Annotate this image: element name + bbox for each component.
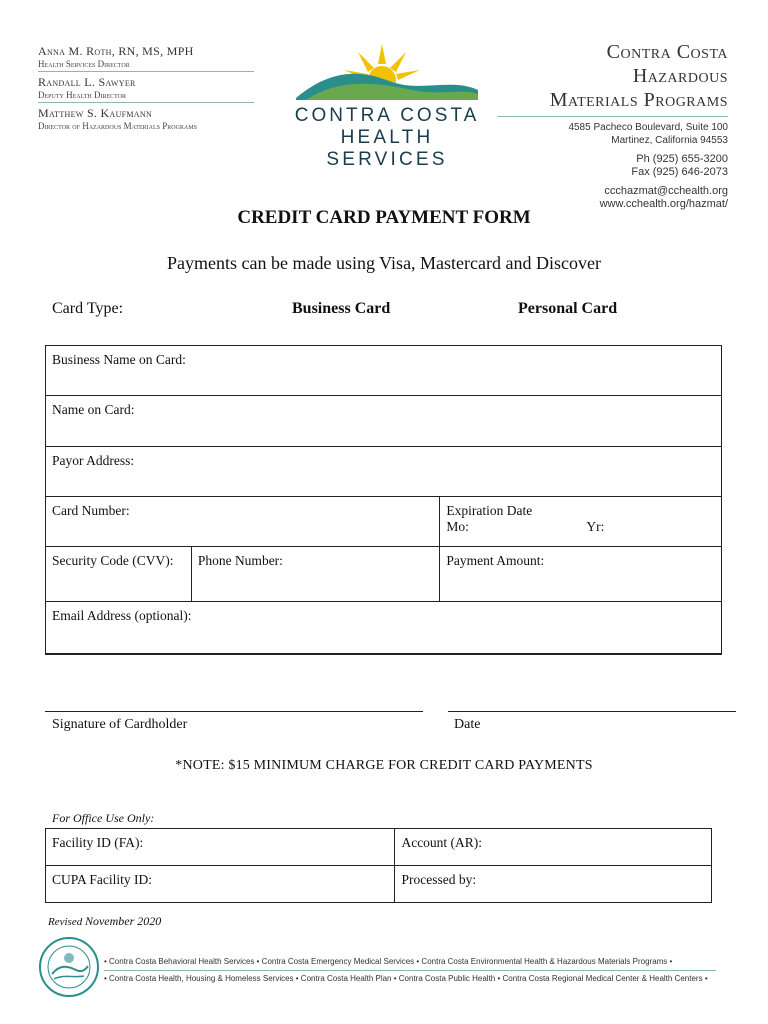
staff-title-2: Deputy Health Director: [38, 90, 127, 100]
footer-line-2: • Contra Costa Health, Housing & Homeless Services • Contra Costa Health Plan • Contra Costa Public Health • Contra Costa Regional Medical Center & Health Centers •: [104, 974, 708, 983]
cupa-facility-id-field[interactable]: [46, 866, 395, 903]
personal-card-option[interactable]: Personal Card: [518, 300, 618, 317]
address-line-1: 4585 Pacheco Boulevard, Suite 100: [568, 122, 728, 133]
staff-title-3: Director of Hazardous Materials Programs: [38, 121, 197, 131]
staff-name-1: Anna M. Roth, RN, MS, MPH: [38, 44, 194, 58]
payment-amount-field[interactable]: [440, 547, 722, 602]
form-subtitle: Payments can be made using Visa, Mastercard and Discover: [167, 253, 601, 273]
card-number-label: Card Number:: [52, 503, 130, 518]
divider: [104, 970, 716, 971]
sun-hills-icon: [282, 38, 492, 100]
programs-block: [498, 40, 728, 211]
logo-line-2: HEALTH SERVICES: [326, 127, 448, 170]
date-label: Date: [454, 717, 481, 732]
cupa-facility-id-label: CUPA Facility ID:: [52, 872, 153, 887]
business-name-field[interactable]: [46, 346, 722, 396]
programs-line-2: Hazardous: [632, 65, 728, 87]
divider: [38, 71, 254, 72]
revised-prefix: Revised: [48, 916, 83, 928]
processed-by-field[interactable]: [395, 866, 712, 903]
expiration-field[interactable]: [440, 497, 722, 547]
staff-name-3: Matthew S. Kaufmann: [38, 106, 153, 120]
card-type-label: Card Type:: [52, 300, 124, 317]
month-label: Mo:: [446, 519, 469, 534]
staff-title-1: Health Services Director: [38, 59, 130, 69]
payment-form-table: [45, 345, 722, 655]
address-line-2: Martinez, California 94553: [611, 135, 728, 146]
office-use-table: [45, 828, 712, 903]
signature-label: Signature of Cardholder: [52, 717, 188, 732]
account-field[interactable]: [395, 829, 712, 866]
fax-number: Fax (925) 646-2073: [631, 166, 728, 178]
card-number-field[interactable]: [46, 497, 440, 547]
form-title: CREDIT CARD PAYMENT FORM: [237, 207, 531, 228]
cchs-logo: [282, 38, 492, 170]
account-label: Account (AR):: [401, 835, 483, 850]
facility-id-label: Facility ID (FA):: [52, 835, 144, 850]
expiration-label: Expiration Date: [446, 503, 533, 518]
county-seal-icon: [38, 936, 100, 998]
date-line[interactable]: [448, 711, 736, 712]
facility-id-field[interactable]: [46, 829, 395, 866]
revised-date: November 2020: [84, 914, 162, 928]
staff-block: [38, 44, 254, 131]
security-code-field[interactable]: [46, 547, 192, 602]
logo-line-1: CONTRA COSTA: [294, 105, 480, 126]
security-code-label: Security Code (CVV):: [52, 553, 174, 568]
website: www.cchealth.org/hazmat/: [599, 198, 728, 210]
email-address: ccchazmat@cchealth.org: [604, 185, 728, 197]
programs-line-3: Materials Programs: [549, 89, 728, 111]
signature-line[interactable]: [45, 711, 423, 712]
payment-amount-label: Payment Amount:: [446, 553, 545, 568]
programs-line-1: Contra Costa: [606, 41, 728, 63]
payor-address-field[interactable]: [46, 447, 722, 497]
business-card-option[interactable]: Business Card: [292, 300, 391, 317]
revised-note: [48, 914, 161, 929]
email-field[interactable]: [46, 602, 722, 654]
phone-number-label: Phone Number:: [197, 553, 283, 568]
name-on-card-label: Name on Card:: [52, 402, 135, 417]
year-label: Yr:: [586, 519, 605, 534]
phone-number-field[interactable]: [191, 547, 440, 602]
processed-by-label: Processed by:: [401, 872, 477, 887]
name-on-card-field[interactable]: [46, 396, 722, 447]
email-label: Email Address (optional):: [52, 608, 192, 623]
payor-address-label: Payor Address:: [52, 453, 135, 468]
staff-name-2: Randall L. Sawyer: [38, 75, 136, 89]
divider: [498, 116, 728, 117]
minimum-charge-note: *NOTE: $15 MINIMUM CHARGE FOR CREDIT CARD PAYMENTS: [175, 758, 593, 773]
office-use-label: For Office Use Only:: [52, 811, 155, 825]
footer-line-1: • Contra Costa Behavioral Health Services • Contra Costa Emergency Medical Services • Contra Costa Environmental Health & Hazardous Materials Programs •: [104, 957, 673, 966]
phone-number: Ph (925) 655-3200: [636, 153, 728, 165]
divider: [38, 102, 254, 103]
business-name-label: Business Name on Card:: [52, 352, 186, 367]
